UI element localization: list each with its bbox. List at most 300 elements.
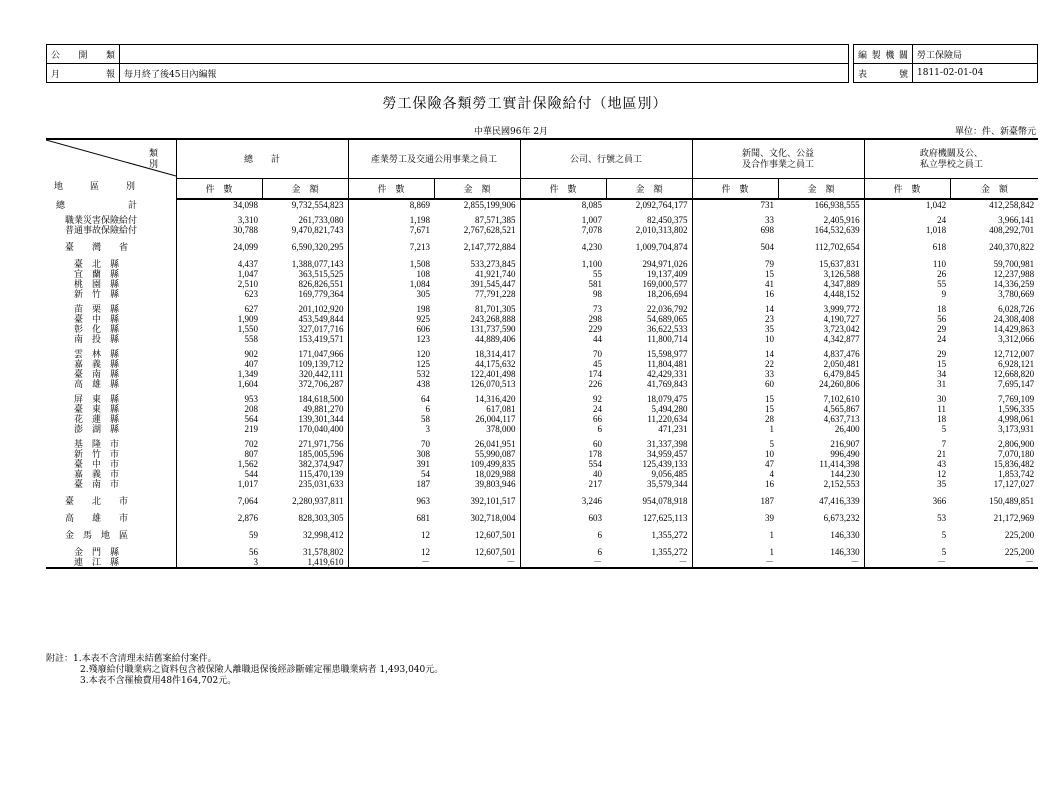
cell-amount: － (950, 557, 1038, 568)
cell-amount: 24,260,806 (819, 379, 860, 389)
cell-count: 6 (348, 404, 434, 414)
cell-amount: 392,101,517 (470, 496, 516, 506)
table-row (46, 359, 1038, 369)
cell-count: 56 (176, 547, 262, 557)
cell-count: 3,246 (520, 496, 606, 506)
row-label: 屏 東 縣 (56, 394, 120, 404)
header-label-agency: 編製機關 (854, 45, 913, 64)
cell-count: 5 (864, 424, 950, 434)
row-label: 高 雄 市 (56, 513, 129, 523)
cell-count: 174 (520, 369, 606, 379)
cell-amount: 6,673,232 (823, 513, 860, 523)
cell-count: 603 (520, 513, 606, 523)
cell-amount: 22,036,792 (647, 304, 688, 314)
cell-count: 28 (692, 414, 778, 424)
header-label-table-no: 表 號 (854, 64, 913, 83)
cell-count: 7,671 (348, 225, 434, 235)
header-value-monthly: 每月終了後45日內編報 (120, 64, 849, 83)
cell-count: 1,100 (520, 259, 606, 269)
cell-count: 92 (520, 394, 606, 404)
cell-count: 125 (348, 359, 434, 369)
row-label: 臺 南 市 (56, 479, 120, 489)
cell-amount: 225,200 (1004, 547, 1035, 557)
cell-count: 438 (348, 379, 434, 389)
cell-count: 544 (176, 469, 262, 479)
cell-amount: 18,029,988 (475, 469, 516, 479)
cell-count: 681 (348, 513, 434, 523)
cell-amount: 2,010,313,802 (635, 225, 688, 235)
cell-count: 1 (692, 547, 778, 557)
cell-count: 15 (692, 394, 778, 404)
row-spacer (46, 506, 1038, 513)
cell-amount: 2,152,553 (823, 479, 860, 489)
cell-amount: 617,081 (486, 404, 516, 414)
cell-count: 187 (348, 479, 434, 489)
cell-amount: 15,598,977 (647, 349, 688, 359)
cell-amount: 6,928,121 (998, 359, 1035, 369)
cell-count: 16 (692, 289, 778, 299)
cell-count: 623 (176, 289, 262, 299)
cell-amount: 327,017,716 (298, 324, 344, 334)
cell-amount: 18,079,475 (647, 394, 688, 404)
cell-count: 198 (348, 304, 434, 314)
report-date: 中華民國96年 2月 (474, 127, 549, 137)
cell-amount: 235,031,633 (298, 479, 344, 489)
cell-amount: 44,889,406 (475, 334, 516, 344)
row-label: 新 竹 縣 (56, 289, 120, 299)
cell-count: 1,007 (520, 215, 606, 225)
cell-amount: 828,303,305 (298, 513, 344, 523)
table-row (46, 547, 1038, 557)
cell-count: 208 (176, 404, 262, 414)
cell-count: 8,085 (520, 199, 606, 210)
header-value-table-no: 1811-02-01-04 (913, 64, 1038, 83)
footnote-3: 3.本表不含罹檢費用48件164,702元。 (80, 676, 237, 686)
cell-amount: 7,769,109 (998, 394, 1035, 404)
cell-count: － (864, 557, 950, 568)
row-label: 金 門 縣 (56, 547, 120, 557)
cell-amount: 3,999,772 (823, 304, 860, 314)
cell-amount: 59,700,981 (993, 259, 1035, 269)
cell-amount: 18,206,694 (647, 289, 688, 299)
cell-amount: 115,470,139 (298, 469, 344, 479)
row-label: 連 江 縣 (46, 557, 176, 568)
table-row (46, 324, 1038, 334)
report-unit: 單位：件、新臺幣元 (954, 127, 1036, 137)
cell-count: － (692, 557, 778, 568)
cell-count: 14 (692, 304, 778, 314)
cell-count: 98 (520, 289, 606, 299)
cell-count: 902 (176, 349, 262, 359)
cell-amount: 125,439,133 (642, 459, 688, 469)
cell-amount: 6,028,726 (998, 304, 1035, 314)
cell-amount: 144,230 (830, 469, 860, 479)
table-row (46, 459, 1038, 469)
cell-amount: 24,308,408 (993, 314, 1035, 324)
cell-count: － (520, 557, 606, 568)
cell-count: 22 (692, 359, 778, 369)
cell-amount: 18,314,417 (475, 349, 516, 359)
table-row (46, 394, 1038, 404)
row-label: 嘉 義 縣 (56, 359, 120, 369)
cell-count: 3,310 (176, 215, 262, 225)
cell-amount: 44,175,632 (475, 359, 516, 369)
table-row (46, 259, 1038, 269)
table-row (46, 349, 1038, 359)
cell-count: 627 (176, 304, 262, 314)
table-row (46, 404, 1038, 414)
cell-amount: 36,622,533 (647, 324, 688, 334)
cell-amount: 54,689,065 (647, 314, 688, 324)
cell-count: 8,869 (348, 199, 434, 210)
table-corner-header (46, 139, 186, 199)
cell-count: 226 (520, 379, 606, 389)
benefits-table (46, 138, 1038, 569)
cell-amount: 11,414,398 (819, 459, 860, 469)
header-value-public (120, 45, 849, 64)
row-spacer (46, 540, 1038, 547)
cell-count: 30,788 (176, 225, 262, 235)
cell-amount: 4,565,867 (823, 404, 860, 414)
cell-amount: 26,041,951 (475, 439, 516, 449)
cell-count: 606 (348, 324, 434, 334)
subheader-count: 件 數 (176, 179, 262, 200)
cell-count: 1,198 (348, 215, 434, 225)
cell-amount: 122,401,498 (470, 369, 516, 379)
footnotes (46, 654, 443, 687)
cell-amount: 6,590,320,295 (291, 242, 344, 252)
cell-count: 2,510 (176, 279, 262, 289)
cell-count: 70 (520, 349, 606, 359)
cell-amount: 82,450,375 (647, 215, 688, 225)
cell-count: 731 (692, 199, 778, 210)
cell-amount: 35,579,344 (647, 479, 688, 489)
table-row (46, 449, 1038, 459)
cell-amount: 19,137,409 (647, 269, 688, 279)
cell-amount: 150,489,851 (989, 496, 1035, 506)
cell-count: 79 (692, 259, 778, 269)
row-label: 臺 北 縣 (56, 259, 120, 269)
table-row (46, 215, 1038, 225)
cell-count: 4 (692, 469, 778, 479)
group-header-media: 新聞、文化、公益 及合作事業之員工 (692, 139, 864, 179)
cell-count: 1,017 (176, 479, 262, 489)
row-spacer (46, 523, 1038, 530)
cell-count: 1 (692, 424, 778, 434)
cell-amount: 171,047,966 (298, 349, 344, 359)
cell-count: 2,876 (176, 513, 262, 523)
cell-count: 217 (520, 479, 606, 489)
cell-amount: 131,737,590 (470, 324, 516, 334)
row-label: 金 馬 地 區 (56, 530, 129, 540)
cell-count: 1,042 (864, 199, 950, 210)
cell-count: 55 (864, 279, 950, 289)
cell-amount: 826,826,551 (298, 279, 344, 289)
cell-count: 618 (864, 242, 950, 252)
cell-count: 1 (692, 530, 778, 540)
cell-count: 1,909 (176, 314, 262, 324)
cell-amount: 15,836,482 (993, 459, 1035, 469)
cell-count: 7,213 (348, 242, 434, 252)
cell-amount: 3,780,669 (998, 289, 1035, 299)
cell-count: 47 (692, 459, 778, 469)
row-label: 雲 林 縣 (56, 349, 120, 359)
table-row (46, 369, 1038, 379)
row-label: 花 蓮 縣 (56, 414, 120, 424)
cell-count: 1,604 (176, 379, 262, 389)
cell-amount: 41,769,843 (647, 379, 688, 389)
cell-count: 34 (864, 369, 950, 379)
cell-count: 43 (864, 459, 950, 469)
cell-amount: 2,050,481 (823, 359, 860, 369)
cell-amount: 15,637,831 (819, 259, 860, 269)
cell-amount: 4,190,727 (823, 314, 860, 324)
subheader-count: 件 數 (348, 179, 434, 200)
header-value-agency: 勞工保險局 (913, 45, 1038, 64)
cell-count: 21 (864, 449, 950, 459)
row-label: 南 投 縣 (56, 334, 120, 344)
cell-count: 53 (864, 513, 950, 523)
cell-count: 366 (864, 496, 950, 506)
cell-count: 953 (176, 394, 262, 404)
cell-count: 60 (520, 439, 606, 449)
table-row (46, 379, 1038, 389)
cell-amount: 184,618,500 (298, 394, 344, 404)
cell-count: 6 (520, 530, 606, 540)
row-label: 總 計 (56, 199, 138, 210)
cell-count: 963 (348, 496, 434, 506)
cell-amount: 47,416,339 (819, 496, 860, 506)
cell-amount: 9,056,485 (651, 469, 688, 479)
cell-count: 30 (864, 394, 950, 404)
cell-count: 14 (692, 349, 778, 359)
cell-amount: 3,966,141 (998, 215, 1035, 225)
cell-amount: 216,907 (830, 439, 860, 449)
cell-count: 407 (176, 359, 262, 369)
cell-count: 6 (520, 547, 606, 557)
row-spacer (46, 235, 1038, 242)
cell-amount: 5,494,280 (651, 404, 688, 414)
cell-count: 45 (520, 359, 606, 369)
cell-amount: 164,532,639 (814, 225, 860, 235)
cell-amount: 11,800,714 (647, 334, 688, 344)
cell-count: 5 (864, 530, 950, 540)
table-row (46, 289, 1038, 299)
cell-count: 187 (692, 496, 778, 506)
cell-count: 73 (520, 304, 606, 314)
table-row (46, 242, 1038, 252)
cell-count: 5 (692, 439, 778, 449)
cell-amount: 55,990,087 (475, 449, 516, 459)
table-row (46, 199, 1038, 210)
cell-amount: 9,732,554,823 (291, 200, 344, 210)
cell-count: 298 (520, 314, 606, 324)
cell-count: 807 (176, 449, 262, 459)
cell-amount: 26,004,117 (475, 414, 516, 424)
cell-amount: 34,959,457 (647, 449, 688, 459)
cell-count: 12 (864, 469, 950, 479)
cell-count: 12 (348, 530, 434, 540)
cell-count: 15 (864, 359, 950, 369)
cell-amount: 1,355,272 (651, 547, 688, 557)
cell-count: 10 (692, 449, 778, 459)
cell-amount: 4,998,061 (998, 414, 1035, 424)
cell-amount: 1,388,077,143 (291, 259, 344, 269)
cell-amount: 166,938,555 (814, 200, 860, 210)
cell-count: 44 (520, 334, 606, 344)
cell-amount: 7,695,147 (998, 379, 1035, 389)
cell-amount: 7,102,610 (823, 394, 860, 404)
cell-amount: 320,442,111 (299, 369, 344, 379)
cell-count: 11 (864, 404, 950, 414)
cell-amount: 3,723,042 (823, 324, 860, 334)
cell-amount: 14,429,863 (993, 324, 1035, 334)
cell-amount: 31,578,802 (303, 547, 344, 557)
cell-count: 15 (692, 269, 778, 279)
cell-count: 64 (348, 394, 434, 404)
cell-count: 33 (692, 215, 778, 225)
cell-amount: 4,837,476 (823, 349, 860, 359)
row-label: 臺 北 市 (56, 496, 129, 506)
cell-count: 35 (692, 324, 778, 334)
cell-count: 391 (348, 459, 434, 469)
table-row (46, 314, 1038, 324)
cell-count: 581 (520, 279, 606, 289)
subheader-amount: 金 額 (778, 179, 864, 200)
header-label-public: 公 開 類 (47, 45, 120, 64)
cell-amount: 170,040,400 (298, 424, 344, 434)
cell-amount: 3,126,588 (823, 269, 860, 279)
row-label: 高 雄 縣 (56, 379, 120, 389)
cell-count: 1,508 (348, 259, 434, 269)
table-row (46, 334, 1038, 344)
cell-count: 4,230 (520, 242, 606, 252)
row-spacer (46, 489, 1038, 496)
cell-amount: 201,102,920 (298, 304, 344, 314)
cell-count: 66 (520, 414, 606, 424)
row-label: 臺 中 市 (56, 459, 120, 469)
cell-count: 120 (348, 349, 434, 359)
cell-amount: － (434, 557, 520, 568)
cell-amount: 146,330 (830, 547, 860, 557)
report-title: 勞工保險各類勞工實計保險給付（地區別） (382, 96, 668, 112)
cell-count: 229 (520, 324, 606, 334)
cell-count: 24 (864, 334, 950, 344)
cell-amount: 225,200 (1004, 530, 1035, 540)
cell-amount: 87,571,385 (475, 215, 516, 225)
cell-count: 39 (692, 513, 778, 523)
cell-count: 31 (864, 379, 950, 389)
cell-count: 12 (348, 547, 434, 557)
cell-amount: 11,220,634 (647, 414, 688, 424)
cell-count: 54 (348, 469, 434, 479)
cell-count: 7,064 (176, 496, 262, 506)
cell-amount: 1,009,704,874 (635, 242, 688, 252)
cell-amount: 126,070,513 (470, 379, 516, 389)
cell-amount: 12,607,501 (475, 547, 516, 557)
cell-count: 504 (692, 242, 778, 252)
cell-amount: 9,470,821,743 (291, 225, 344, 235)
table-row (46, 479, 1038, 489)
cell-count: 9 (864, 289, 950, 299)
cell-amount: 12,237,988 (993, 269, 1035, 279)
cell-amount: － (778, 557, 864, 568)
cell-amount: 2,767,628,521 (463, 225, 516, 235)
cell-amount: 31,337,398 (647, 439, 688, 449)
table-row (46, 513, 1038, 523)
row-label: 職業災害保險給付 (56, 215, 138, 225)
cell-amount: 954,078,918 (642, 496, 688, 506)
cell-amount: 372,706,287 (298, 379, 344, 389)
row-label: 臺 中 縣 (56, 314, 120, 324)
cell-amount: 294,971,026 (642, 259, 688, 269)
table-row (46, 269, 1038, 279)
cell-count: 698 (692, 225, 778, 235)
cell-amount: 2,280,937,811 (292, 496, 344, 506)
cell-amount: 12,607,501 (475, 530, 516, 540)
cell-count: 564 (176, 414, 262, 424)
table-row (46, 530, 1038, 540)
cell-amount: 169,779,364 (298, 289, 344, 299)
cell-count: 108 (348, 269, 434, 279)
cell-amount: 12,668,820 (993, 369, 1035, 379)
cell-amount: 109,499,835 (470, 459, 516, 469)
cell-amount: 271,971,756 (298, 439, 344, 449)
row-label: 宜 蘭 縣 (56, 269, 120, 279)
cell-count: 3 (348, 424, 434, 434)
cell-amount: 21,172,969 (993, 513, 1035, 523)
cell-amount: 12,712,007 (993, 349, 1035, 359)
table-row (46, 557, 1038, 568)
cell-amount: 81,701,305 (475, 304, 516, 314)
cell-amount: 533,273,845 (470, 259, 516, 269)
cell-amount: 17,127,027 (993, 479, 1035, 489)
cell-amount: 1,419,610 (262, 557, 348, 568)
corner-category-label: 類 別 (149, 148, 186, 169)
cell-amount: 412,258,842 (989, 200, 1035, 210)
cell-count: － (348, 557, 434, 568)
cell-amount: 139,301,344 (298, 414, 344, 424)
cell-amount: 378,000 (486, 424, 516, 434)
cell-count: 532 (348, 369, 434, 379)
header-right-box (853, 44, 1038, 83)
cell-amount: 3,173,931 (998, 424, 1035, 434)
subheader-count: 件 數 (864, 179, 950, 200)
cell-count: 55 (520, 269, 606, 279)
table-row (46, 424, 1038, 434)
cell-amount: 2,147,772,884 (463, 242, 516, 252)
row-label: 基 隆 市 (56, 439, 120, 449)
cell-amount: 471,231 (658, 424, 688, 434)
cell-count: 24,099 (176, 242, 262, 252)
cell-amount: 240,370,822 (989, 242, 1035, 252)
cell-count: 558 (176, 334, 262, 344)
cell-count: 16 (692, 479, 778, 489)
cell-amount: 302,718,004 (470, 513, 516, 523)
cell-amount: 14,336,259 (993, 279, 1035, 289)
cell-count: 70 (348, 439, 434, 449)
cell-count: 123 (348, 334, 434, 344)
cell-count: 15 (692, 404, 778, 414)
subheader-amount: 金 額 (262, 179, 348, 200)
cell-amount: 11,804,481 (647, 359, 688, 369)
table-row (46, 279, 1038, 289)
cell-count: 7,078 (520, 225, 606, 235)
cell-count: 56 (864, 314, 950, 324)
row-label: 臺 灣 省 (56, 242, 129, 252)
row-label: 臺 南 縣 (56, 369, 120, 379)
cell-count: 1,018 (864, 225, 950, 235)
